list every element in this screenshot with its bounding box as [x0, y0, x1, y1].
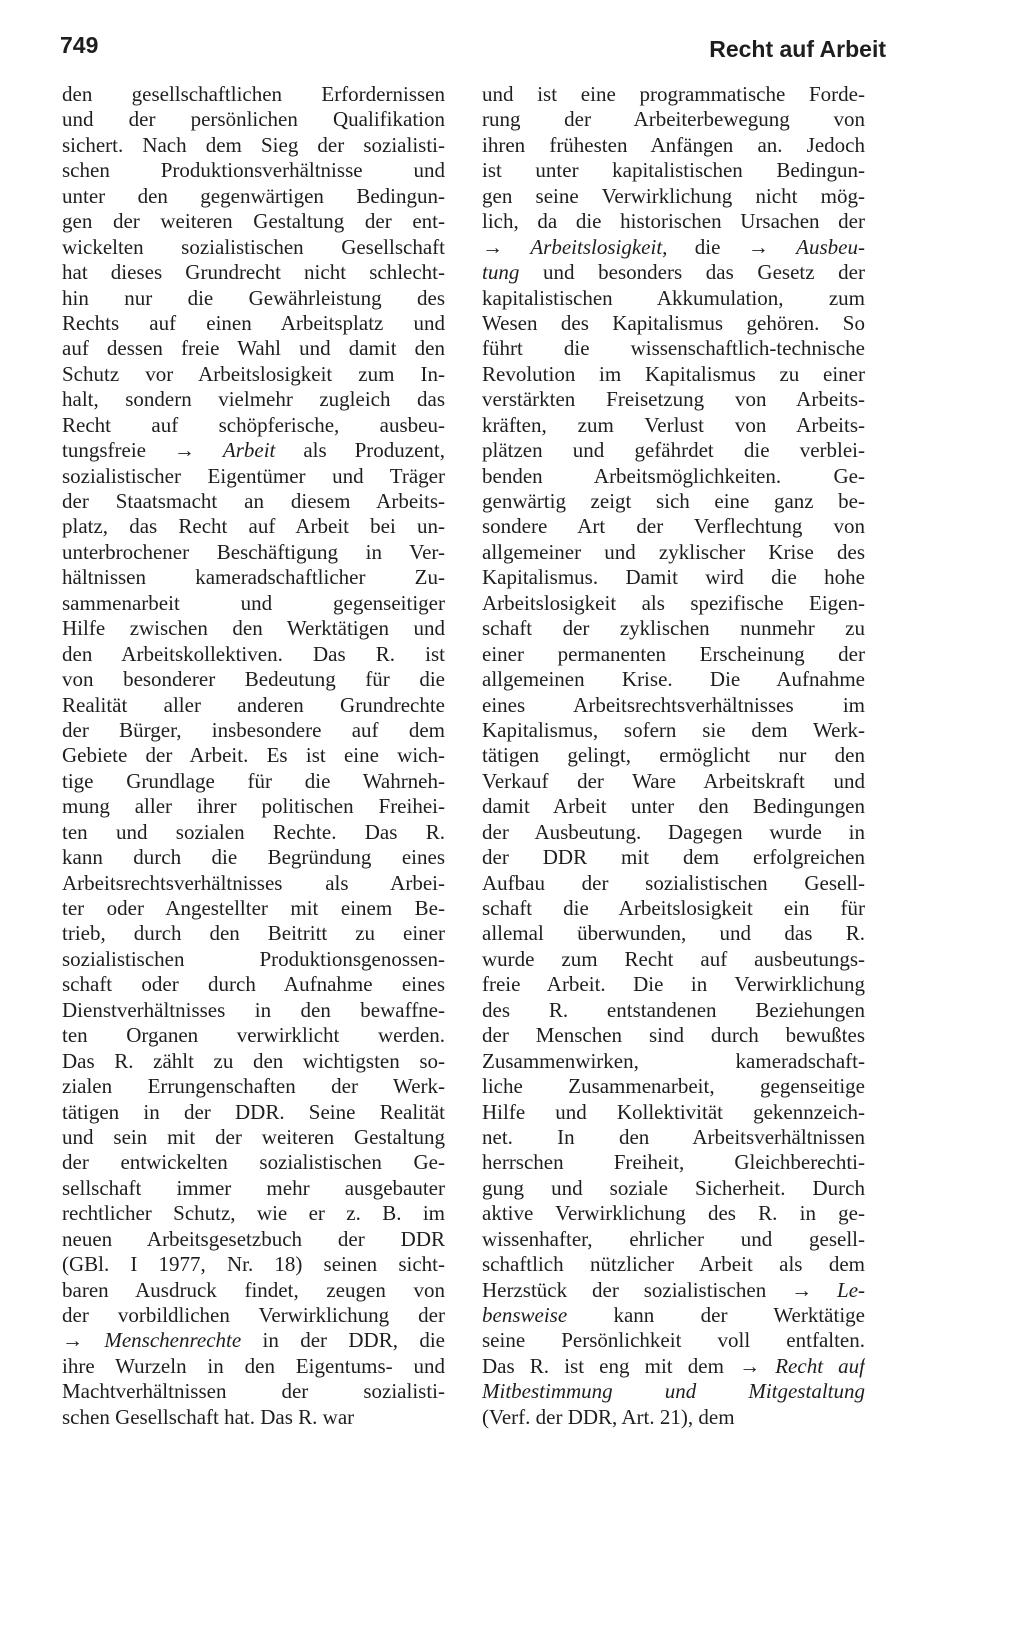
text-line: ter oder Angestellter mit einem Be-	[62, 896, 445, 920]
text-line: und der persönlichen Qualifikation	[62, 107, 445, 132]
text-line: baren Ausdruck findet, zeugen von	[62, 1277, 445, 1302]
text-line: den gesellschaftlichen Erfordernissen	[62, 82, 445, 106]
text-line: sammenarbeit und gegenseitiger	[62, 590, 445, 615]
text-line: sellschaft immer mehr ausgebauter	[62, 1175, 445, 1200]
text-line: Kapitalismus, sofern sie dem Werk-	[482, 717, 865, 742]
text-line: unterbrochener Beschäftigung in Ver-	[62, 539, 445, 564]
text-line: schen Produktionsverhältnisse und	[62, 158, 445, 183]
text-line: Zusammenwirken, kameradschaft-	[482, 1048, 865, 1073]
text-line: Machtverhältnissen der sozialisti-	[62, 1379, 445, 1404]
text-line: schen Gesellschaft hat. Das R. war	[62, 1404, 355, 1429]
text-line: freie Arbeit. Die in Verwirklichung	[482, 972, 865, 997]
text-line: wurde zum Recht auf ausbeutungs-	[482, 946, 865, 971]
text-line: ten Organen verwirklicht werden.	[62, 1023, 445, 1048]
text-line: hin nur die Gewährleistung des	[62, 285, 445, 310]
text-line: sondere Art der Verflechtung von	[482, 514, 865, 539]
running-title: Recht auf Arbeit	[709, 36, 886, 62]
text-line: net. In den Arbeitsverhältnissen	[482, 1124, 865, 1149]
text-line: allgemeinen Krise. Die Aufnahme	[482, 667, 865, 692]
text-line: Dienstverhältnisses in den bewaffne-	[62, 997, 445, 1022]
text-column-right	[482, 82, 865, 1430]
cross-reference-arrow-icon: →	[747, 234, 797, 259]
text-line: der vorbildlichen Verwirklichung der	[62, 1303, 445, 1327]
text-line: platz, das Recht auf Arbeit bei un-	[62, 514, 445, 539]
text-line: genwärtig zeigt sich eine ganz be-	[482, 489, 865, 513]
text-line: wickelten sozialistischen Gesellschaft	[62, 234, 445, 259]
text-line: halt, sondern vielmehr zugleich das	[62, 387, 445, 412]
cross-reference-arrow-icon: →	[62, 1328, 105, 1353]
italic-term: tung	[482, 260, 520, 285]
page-number: 749	[60, 32, 99, 58]
cross-reference-term: Arbeit	[222, 438, 276, 463]
text-line: rung der Arbeiterbewegung von	[482, 107, 865, 132]
cross-reference-arrow-icon: →	[739, 1353, 776, 1378]
cross-reference-term: Le-	[837, 1277, 865, 1302]
text-line: sozialistischen Produktionsgenossen-	[62, 946, 445, 971]
text-line: Hilfe und Kollektivität gekennzeich-	[482, 1099, 865, 1124]
text-line: schaft der zyklischen nunmehr zu	[482, 616, 865, 641]
text-line: lich, da die historischen Ursachen der	[482, 209, 865, 234]
text-line: damit Arbeit unter den Bedingungen	[482, 794, 865, 819]
text-line: trieb, durch den Beitritt zu einer	[62, 921, 445, 946]
text-line: (GBl. I 1977, Nr. 18) seinen sicht-	[62, 1252, 445, 1277]
text-line: mung aller ihrer politischen Freihei-	[62, 794, 445, 819]
text-line: Das R. zählt zu den wichtigsten so-	[62, 1048, 445, 1073]
text-line: Aufbau der sozialistischen Gesell-	[482, 870, 865, 895]
text-line: der Menschen sind durch bewußtes	[482, 1023, 865, 1048]
text-line: seine Persönlichkeit voll entfalten.	[482, 1328, 865, 1353]
text-line: → Menschenrechte in der DDR, die	[62, 1328, 445, 1353]
text-line: ihren frühesten Anfängen an. Jedoch	[482, 132, 865, 157]
text-line: schaft oder durch Aufnahme eines	[62, 972, 445, 997]
text-line: einer permanenten Erscheinung der	[482, 641, 865, 666]
text-line: zialen Errungenschaften der Werk-	[62, 1074, 445, 1099]
text-line: der entwickelten sozialistischen Ge-	[62, 1150, 445, 1175]
cross-reference-arrow-icon: →	[173, 438, 223, 463]
text-line: Verkauf der Ware Arbeitskraft und	[482, 768, 865, 793]
text-line: → Arbeitslosigkeit, die → Ausbeu-	[482, 234, 865, 259]
text-line: auf dessen freie Wahl und damit den	[62, 336, 445, 361]
cross-reference-term: Ausbeu-	[796, 234, 865, 259]
text-line: von besonderer Bedeutung für die	[62, 667, 445, 692]
text-line: benden Arbeitsmöglichkeiten. Ge-	[482, 463, 865, 488]
text-line: sichert. Nach dem Sieg der sozialisti-	[62, 132, 445, 157]
text-line: gung und soziale Sicherheit. Durch	[482, 1175, 865, 1200]
text-line: eines Arbeitsrechtsverhältnisses im	[482, 692, 865, 717]
text-line: Wesen des Kapitalismus gehören. So	[482, 310, 865, 335]
text-line: schaft die Arbeitslosigkeit ein für	[482, 896, 865, 920]
text-line: des R. entstandenen Beziehungen	[482, 997, 865, 1022]
text-line: bensweise kann der Werktätige	[482, 1303, 865, 1327]
text-line: verstärkten Freisetzung von Arbeits-	[482, 387, 865, 412]
text-line: gen seine Verwirklichung nicht mög-	[482, 183, 865, 208]
text-line: hat dieses Grundrecht nicht schlecht-	[62, 260, 445, 285]
page-header	[60, 28, 884, 68]
text-line: schaftlich nützlicher Arbeit als dem	[482, 1252, 865, 1277]
text-line: allgemeiner und zyklischer Krise des	[482, 539, 865, 564]
text-line: liche Zusammenarbeit, gegenseitige	[482, 1074, 865, 1099]
text-line: allemal überwunden, und das R.	[482, 921, 865, 946]
text-line: Realität aller anderen Grundrechte	[62, 692, 445, 717]
text-line: Arbeitsrechtsverhältnisses als Arbei-	[62, 870, 445, 895]
text-line: tige Grundlage für die Wahrneh-	[62, 768, 445, 793]
text-line: der Ausbeutung. Dagegen wurde in	[482, 819, 865, 844]
text-line: ihre Wurzeln in den Eigentums- und	[62, 1353, 445, 1378]
text-line: plätzen und gefährdet die verblei-	[482, 438, 865, 463]
text-line: Revolution im Kapitalismus zu einer	[482, 361, 865, 386]
text-line: tätigen in der DDR. Seine Realität	[62, 1099, 445, 1124]
text-line: Hilfe zwischen den Werktätigen und	[62, 616, 445, 641]
text-line: tungsfreie → Arbeit als Produzent,	[62, 438, 445, 463]
italic-term: Mitbestimmung und Mitgestaltung	[482, 1379, 865, 1404]
text-line: tung und besonders das Gesetz der	[482, 260, 865, 285]
text-line: Schutz vor Arbeitslosigkeit zum In-	[62, 361, 445, 386]
text-line: sozialistischer Eigentümer und Träger	[62, 463, 445, 488]
text-column-left	[62, 82, 445, 1430]
cross-reference-arrow-icon: →	[482, 234, 531, 259]
text-line: kapitalistischen Akkumulation, zum	[482, 285, 865, 310]
text-line: Kapitalismus. Damit wird die hohe	[482, 565, 865, 590]
text-line: und sein mit der weiteren Gestaltung	[62, 1124, 445, 1149]
text-line: der Bürger, insbesondere auf dem	[62, 717, 445, 742]
text-line: neuen Arbeitsgesetzbuch der DDR	[62, 1226, 445, 1251]
text-line: herrschen Freiheit, Gleichberechti-	[482, 1150, 865, 1175]
text-line: (Verf. der DDR, Art. 21), dem	[482, 1404, 735, 1429]
text-line: führt die wissenschaftlich-technische	[482, 336, 865, 361]
text-line: hältnissen kameradschaftlicher Zu-	[62, 565, 445, 590]
text-line: Herzstück der sozialistischen → Le-	[482, 1277, 865, 1302]
text-line: unter den gegenwärtigen Bedingun-	[62, 183, 445, 208]
text-line: Rechts auf einen Arbeitsplatz und	[62, 310, 445, 335]
italic-term: bensweise	[482, 1303, 568, 1327]
cross-reference-arrow-icon: →	[791, 1277, 838, 1302]
text-line: Arbeitslosigkeit als spezifische Eigen-	[482, 590, 865, 615]
text-line: aktive Verwirklichung des R. in ge-	[482, 1201, 865, 1226]
text-line: Recht auf schöpferische, ausbeu-	[62, 412, 445, 437]
text-line: ten und sozialen Rechte. Das R.	[62, 819, 445, 844]
text-line: wissenhafter, ehrlicher und gesell-	[482, 1226, 865, 1251]
text-line: Gebiete der Arbeit. Es ist eine wich-	[62, 743, 445, 768]
text-line	[482, 1379, 865, 1404]
cross-reference-term: Menschenrechte	[104, 1328, 242, 1353]
cross-reference-term: Recht auf	[775, 1353, 865, 1378]
text-line: der Staatsmacht an diesem Arbeits-	[62, 489, 445, 513]
text-line: rechtlicher Schutz, wie er z. B. im	[62, 1201, 445, 1226]
text-line: kräften, zum Verlust von Arbeits-	[482, 412, 865, 437]
text-line: tätigen gelingt, ermöglicht nur den	[482, 743, 865, 768]
text-line: ist unter kapitalistischen Bedingun-	[482, 158, 865, 183]
text-line: kann durch die Begründung eines	[62, 845, 445, 870]
text-line: und ist eine programmatische Forde-	[482, 82, 865, 106]
text-line: Das R. ist eng mit dem → Recht auf	[482, 1353, 865, 1378]
text-line: den Arbeitskollektiven. Das R. ist	[62, 641, 445, 666]
cross-reference-term: Arbeitslosigkeit,	[530, 234, 668, 259]
text-line: gen der weiteren Gestaltung der ent-	[62, 209, 445, 234]
text-line: der DDR mit dem erfolgreichen	[482, 845, 865, 870]
